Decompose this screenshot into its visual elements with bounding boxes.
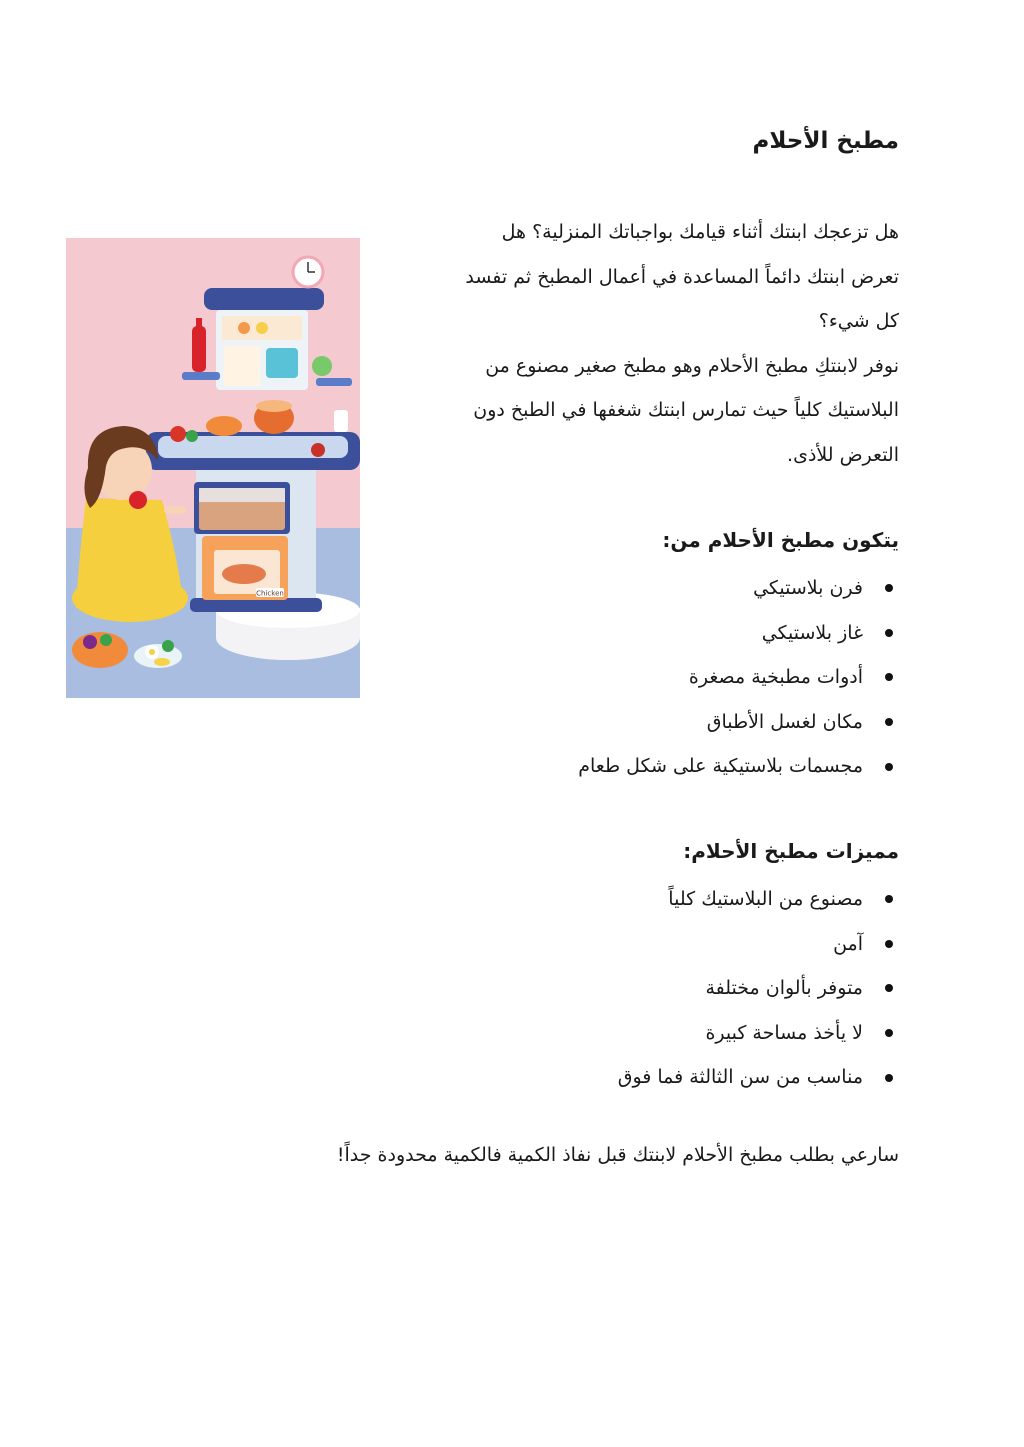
faucet [334,410,348,432]
bullet-icon [885,629,893,637]
list-item: غاز بلاستيكي [578,611,899,656]
list-item: مكان لغسل الأطباق [578,700,899,745]
features-heading: مميزات مطبخ الأحلام: [683,839,899,863]
features-list [618,877,899,1100]
list-item: لا يأخذ مساحة كبيرة [618,1011,899,1056]
intro-line: كل شيء؟ [818,310,899,333]
intro-line: تعرض ابنتك دائماً المساعدة في أعمال المطبخ ثم تفسد [465,265,899,288]
list-item: فرن بلاستيكي [578,566,899,611]
bullet-icon [885,1029,893,1037]
bullet-icon [885,718,893,726]
bullet-icon [885,1074,893,1082]
bullet-icon [885,895,893,903]
bullet-icon [885,584,893,592]
toy-kitchen-illustration [66,238,360,698]
components-heading: يتكون مطبخ الأحلام من: [662,528,899,552]
pot [206,416,242,436]
intro-paragraph [429,210,899,478]
intro-line: هل تزعجك ابنتك أثناء قيامك بواجباتك المنزلية؟ هل [501,221,899,243]
intro-line: التعرض للأذى. [787,443,899,466]
closing-call-to-action: سارعي بطلب مطبخ الأحلام لابنتك قبل نفاذ الكمية فالكمية محدودة جداً! [336,1144,899,1166]
hood [204,288,324,310]
oven-label: Chicken [256,589,284,598]
product-image [66,238,360,698]
page-title: مطبخ الأحلام [752,128,899,154]
list-item: أدوات مطبخية مصغرة [578,655,899,700]
bullet-icon [885,673,893,681]
list-item: مصنوع من البلاستيك كلياً [618,877,899,922]
list-item: مجسمات بلاستيكية على شكل طعام [578,744,899,789]
bullet-icon [885,940,893,948]
ketchup-bottle [192,326,206,372]
components-list [578,566,899,789]
list-item: متوفر بألوان مختلفة [618,966,899,1011]
bullet-icon [885,984,893,992]
intro-line: نوفر لابنتكِ مطبخ الأحلام وهو مطبخ صغير مصنوع من [485,354,899,377]
toy-pot [72,632,128,668]
bullet-icon [885,763,893,771]
list-item: آمن [618,922,899,967]
intro-line: البلاستيك كلياً حيث تمارس ابنتك شغفها في الطبخ دون [473,399,899,422]
list-item: مناسب من سن الثالثة فما فوق [618,1055,899,1100]
